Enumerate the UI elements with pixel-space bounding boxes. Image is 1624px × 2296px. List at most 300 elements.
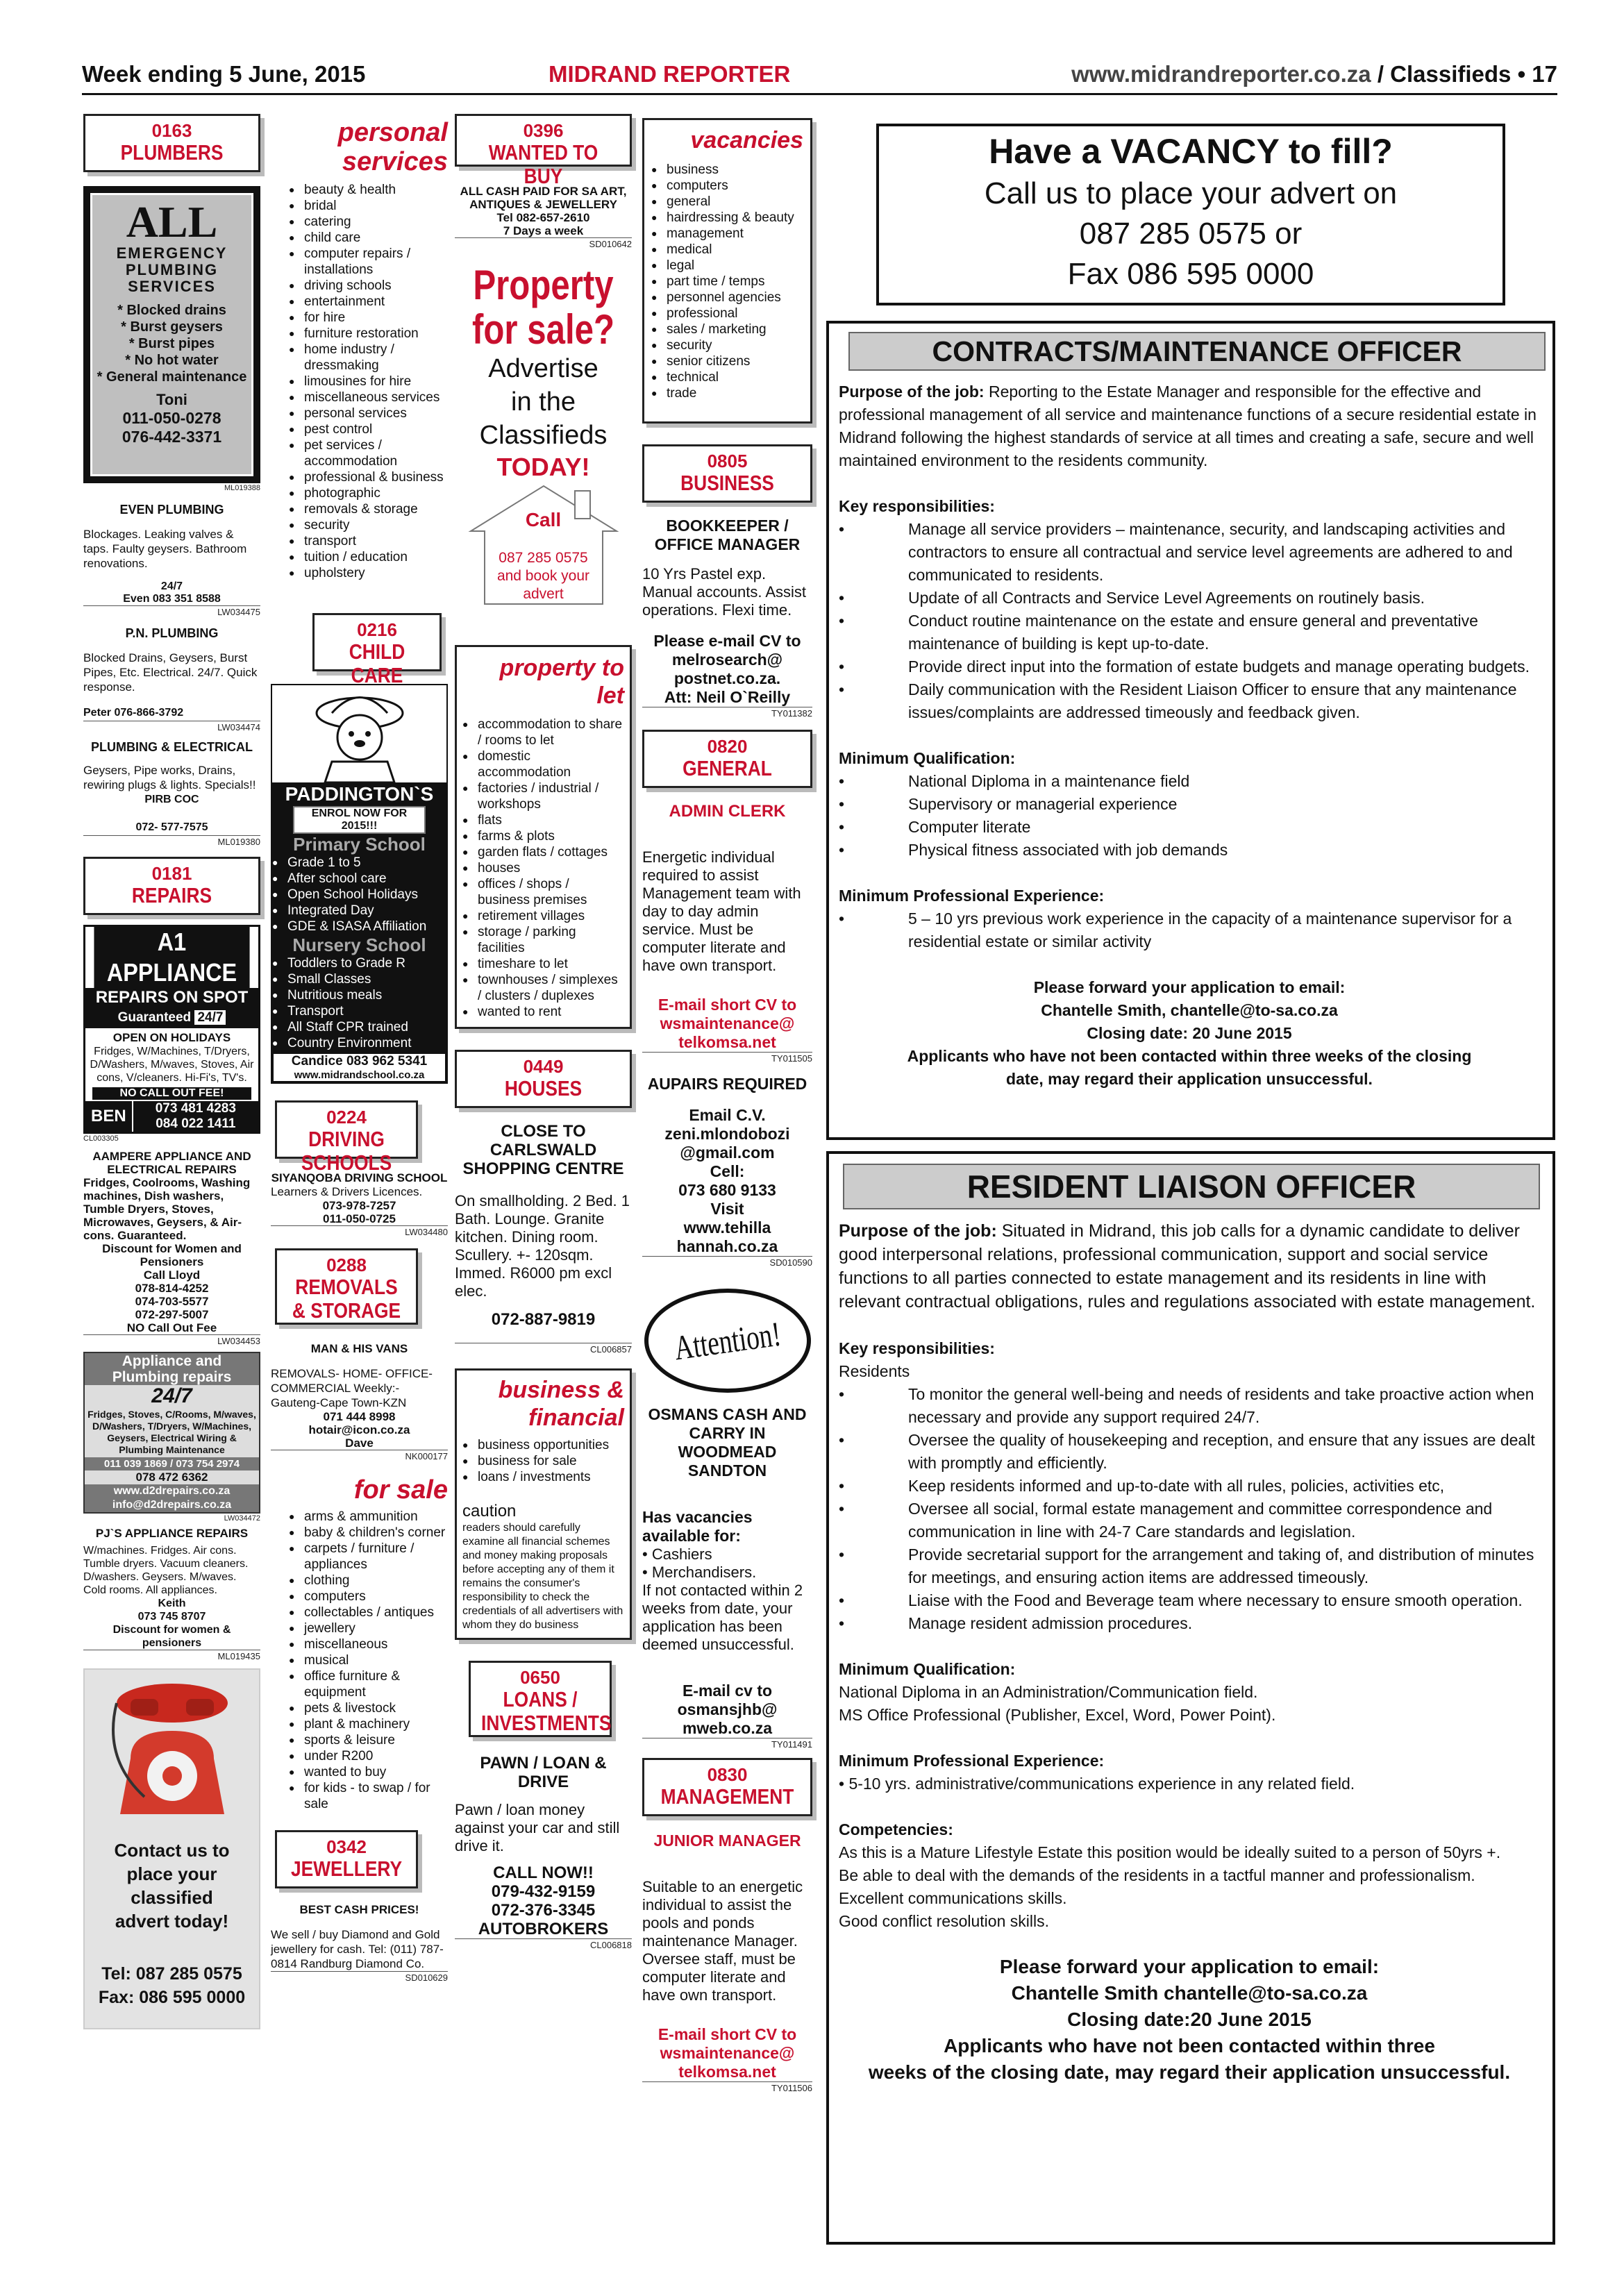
email-link[interactable]: telkomsa.net [678,1033,776,1051]
category-item: ● computers [289,1589,448,1604]
website-link[interactable]: hannah.co.za [676,1237,778,1255]
contact-name: Toni [156,391,187,408]
category-item: ● bridal [289,198,448,214]
ad-title: OSMANS CASH AND CARRY IN WOODMEAD SANDTON [648,1405,807,1480]
property-to-let-list [462,717,624,1020]
ad-code: SD010642 [455,237,632,249]
section-title: MANAGEMENT [660,1784,794,1809]
telephone-icon [103,1675,242,1835]
issue-date: Week ending 5 June, 2015 [82,61,366,87]
category-item: ● storage / parking facilities [462,924,624,956]
vacancies-heading: vacancies [690,127,803,153]
apply-note: Applicants who have not been contacted within three [944,2035,1435,2056]
phone: 072-376-3345 [491,1901,596,1920]
attention-text: Attention! [671,1314,783,1368]
ad-body: Geysers, Pipe works, Drains, rewiring plugs & lights. Specials!! [83,764,256,791]
ad-heading: A1 APPLIANCE [94,927,249,988]
category-item: ● office furniture & equipment [289,1668,448,1700]
contact-name: Dave [345,1436,374,1450]
service-item: * Blocked drains [117,303,226,318]
ad-title: PAWN / LOAN & DRIVE [480,1754,607,1791]
promo-text: Fax 086 595 0000 [1067,257,1314,291]
ad-title: PJ`S APPLIANCE REPAIRS [95,1527,249,1540]
category-item: ● miscellaneous [289,1636,448,1652]
category-item: ● entertainment [289,294,448,310]
section-number: 0163 [151,120,192,141]
promo-text: 087 285 0575 or [1079,217,1303,251]
promo-text: Advertise [488,354,598,383]
list-item: ● Toddlers to Grade R [272,955,446,971]
list-item: ● Open School Holidays [272,887,446,903]
ad-code: TY011506 [642,2081,812,2093]
email-link[interactable]: @gmail.com [680,1143,775,1162]
section-number: 0650 [520,1667,560,1688]
category-item: ● part time / temps [651,274,803,290]
section-title: REMOVALS & STORAGE [292,1275,401,1323]
ad-line: AUTOBROKERS [478,1920,609,1938]
list-item: ● Transport [272,1003,446,1019]
ad-line: Has vacancies available for: [642,1508,753,1545]
ad-code: TY011382 [642,707,812,719]
category-item: ● business opportunities [462,1437,624,1453]
category-item: ● collectables / antiques [289,1604,448,1620]
contact-name: BEN [91,1107,126,1125]
ad-code: LW034474 [83,721,260,732]
category-item: ● general [651,194,803,210]
vacancy-promo [876,124,1505,305]
promo-heading: for sale? [471,306,615,353]
promo-text: advert [523,586,564,602]
category-item: ● factories / industrial / workshops [462,780,624,812]
email-link[interactable]: mweb.co.za [682,1719,773,1737]
email-link[interactable]: telkomsa.net [678,2063,776,2081]
category-item: ● for hire [289,310,448,326]
section-number: 0216 [357,619,397,640]
category-item: ● security [651,337,803,353]
house-graphic [464,483,623,607]
ad-line: 2015!!! [341,820,378,832]
responsibilities-list [839,1383,1540,1635]
category-item: ● carpets / furniture / appliances [289,1541,448,1573]
ad-code: TY011505 [642,1052,812,1064]
ad-title: MAN & HIS VANS [310,1342,408,1355]
section-wanted-to-buy [455,114,632,188]
apply-text: Please forward your application to email: [1033,978,1346,996]
section-title: DRIVING SCHOOLS [301,1127,392,1175]
paddingtons-ad [271,684,448,1084]
ad-code: ML019388 [224,484,260,492]
ad-title: EVEN PLUMBING [119,503,224,517]
qualification-item: • Physical fitness associated with job demands [839,839,1540,862]
ad-body: Energetic individual required to assist Management team with day to day admin service. Must be computer literate and have own transport. [642,848,801,974]
purpose-text: Situated in Midrand, this job calls for a dynamic candidate to deliver good interpersonal relations, professional communication, support and social service functions to all parties connected to estate management and its residents in line with relevant contractual obligations, rules and regulations associated with estate management. [839,1221,1536,1312]
ad-line: • Merchandisers. [642,1564,757,1581]
section-removals [275,1248,418,1325]
section-label: Minimum Professional Experience: [839,1752,1105,1770]
section-driving-schools [275,1100,418,1175]
promo-text: Call us to place your advert on [984,176,1398,210]
ad-code: ML019435 [83,1650,260,1661]
phone: 072-297-5007 [135,1308,209,1321]
email-link[interactable]: melrosearch@ [671,651,783,669]
category-item: ● sports & leisure [289,1732,448,1748]
ad-code: TY011491 [642,1738,812,1750]
ad-code: CL006818 [455,1938,632,1950]
website-link[interactable]: www.tehilla [683,1218,771,1237]
experience-item: • 5 – 10 yrs previous work experience in the capacity of a maintenance supervisor for a residential estate or similar activity [839,907,1540,953]
section-title: JEWELLERY [290,1857,403,1881]
category-item: ● domestic accommodation [462,748,624,780]
category-item: ● legal [651,258,803,274]
responsibility-item: • Manage all service providers – maintenance, security, and landscaping activities and contractors to ensure all contractual and service level agreements are adhered to and communicated to residents. [839,518,1540,587]
section-label: Key responsibilities: [839,1339,995,1357]
column-3 [455,104,632,1950]
ad-service-list [92,302,251,385]
ad-code: LW034475 [83,605,260,617]
list-item: ● GDE & ISASA Affiliation [272,919,446,935]
category-item: ● driving schools [289,278,448,294]
category-item: ● arms & ammunition [289,1509,448,1525]
category-item: ● hairdressing & beauty [651,210,803,226]
ad-line: NO CALL OUT FEE! [92,1087,251,1100]
section-title: GENERAL [683,756,772,780]
phone: 072-887-9819 [491,1310,596,1329]
competency: Be able to deal with the demands of the residents in a tactful manner and professionalism. [839,1866,1475,1884]
email-link[interactable]: wsmaintenance@ [660,2044,795,2062]
phone: 071 444 8998 [323,1410,396,1423]
ad-code: NK000177 [271,1450,448,1461]
paper-name: MIDRAND REPORTER [549,61,791,87]
category-item: ● child care [289,230,448,246]
property-to-let-box [455,645,632,1029]
section-child-care [312,613,442,687]
heading-line: property to [499,655,624,681]
promo-heading: Have a VACANCY to fill? [989,132,1393,171]
category-item: ● trade [651,385,803,401]
heading-line: business & [498,1377,624,1403]
personal-services-heading [271,118,448,176]
ad-title: CLOSE TO CARLSWALD SHOPPING CENTRE [462,1122,624,1178]
category-item: ● pet services / accommodation [289,437,448,469]
responsibilities-list [839,518,1540,724]
email-link[interactable]: wsmaintenance@ [660,1014,795,1032]
qualifications-list [839,770,1540,862]
phone: 076-442-3371 [122,428,222,446]
list-item: ● All Staff CPR trained [272,1019,446,1035]
phone: 084 022 1411 [156,1116,236,1131]
category-item: ● wanted to buy [289,1764,448,1780]
website-link[interactable]: www.midrandschool.co.za [294,1069,425,1081]
responsibility-item: • Conduct routine maintenance on the estate and ensure general and preventative maintenance of building is kept up-to-date. [839,610,1540,655]
business-list [462,1437,624,1485]
email-link[interactable]: info@d2drepairs.co.za [85,1498,259,1512]
vacancies-list [651,162,803,401]
phone: 011-050-0278 [122,409,221,427]
category-item: ● plant & machinery [289,1716,448,1732]
ad-line: ENROL NOW FOR [311,807,408,819]
email-link[interactable]: osmansjhb@ [677,1700,778,1718]
contact-text: advert today! [115,1911,229,1932]
ad-line: Cell: [710,1162,745,1180]
section-general [642,730,812,788]
ad-code: LW034472 [224,1514,260,1523]
nursery-list [272,955,446,1051]
ad-line: OPEN ON HOLIDAYS [112,1031,231,1044]
promo-call: Call [525,509,562,530]
apply-note: weeks of the closing date, may regard their application unsuccessful. [868,2061,1511,2083]
ad-code: LW034453 [83,1334,260,1346]
section-title: HOUSES [504,1076,583,1100]
ad-code: CL006857 [455,1343,632,1355]
category-item: ● management [651,226,803,242]
category-item: ● miscellaneous services [289,389,448,405]
ad-body: Fridges, Coolrooms, Washing machines, Dish washers, Tumble Dryers, Stoves, Microwaves, Geysers, & Air-cons. Guaranteed. [83,1176,251,1242]
ad-subheading: 24/7 [151,1384,192,1407]
section-number: 0181 [151,863,192,884]
phone: Tel 082-657-2610 [496,211,590,224]
email-link[interactable]: hotair@icon.co.za [308,1423,410,1436]
phone: 078 472 6362 [135,1470,208,1484]
list-item: ● Country Environment [272,1035,446,1051]
fax: Fax: 086 595 0000 [98,1988,246,2007]
contact-text: classified [131,1887,213,1908]
responsibility-item: • Provide secretarial support for the arrangement and taking of, and distribution of minutes for meetings, and ensuring action items are addressed timeously. [839,1543,1540,1589]
ad-title: AUPAIRS REQUIRED [647,1075,807,1093]
ad-title: AAMPERE APPLIANCE AND ELECTRICAL REPAIRS [92,1150,251,1176]
purpose-label: Purpose of the job: [839,1221,997,1241]
phone: Candice 083 962 5341 [291,1054,428,1069]
ad-subheading: Nursery School [292,935,426,955]
section-title: BUSINESS [680,471,774,495]
job-title: CONTRACTS/MAINTENANCE OFFICER [848,332,1546,371]
category-item: ● offices / shops / business premises [462,876,624,908]
phone: 087 285 0575 [499,550,588,566]
phone: Tel: 087 285 0575 [101,1964,242,1984]
for-sale-heading: for sale [353,1475,448,1505]
phone: Peter 076-866-3792 [83,707,184,719]
category-item: ● for kids - to swap / for sale [289,1780,448,1812]
category-item: ● medical [651,242,803,258]
qualification-item: • National Diploma in a maintenance field [839,770,1540,793]
ad-code: SD010590 [642,1256,812,1268]
competency: Excellent communications skills. [839,1889,1067,1907]
email-link[interactable]: postnet.co.za. [673,669,781,687]
responsibility-item: • Keep residents informed and up-to-date with all rules, policies, activities etc, [839,1475,1540,1498]
promo-heading: Property [473,262,614,308]
list-item: ● After school care [272,871,446,887]
responsibility-item: • To monitor the general well-being and needs of residents and take proactive action when necessary and provide any support required 24/7. [839,1383,1540,1429]
category-item: ● personnel agencies [651,290,803,305]
ad-line: 7 Days a week [503,224,584,237]
column-2 [271,104,448,1983]
ad-title: BEST CASH PRICES! [299,1903,419,1916]
ad-heading: ALL [126,197,218,246]
ad-line: E-mail cv to [682,1682,773,1700]
ad-subheading: EMERGENCY PLUMBING SERVICES [116,244,228,295]
category-item: ● limousines for hire [289,374,448,389]
category-item: ● baby & children's corner [289,1525,448,1541]
caution-title: caution [462,1502,517,1520]
section-label: Minimum Qualification: [839,749,1016,767]
phone: 073-978-7257 [322,1199,396,1212]
column-4 [642,104,812,2093]
section-label: Minimum Qualification: [839,1660,1016,1678]
purpose-label: Purpose of the job: [839,383,985,401]
service-item: * General maintenance [97,369,247,385]
category-item: ● wanted to rent [462,1004,624,1020]
ad-heading: Plumbing repairs [85,1369,259,1385]
category-item: ● houses [462,860,624,876]
category-item: ● home industry / dressmaking [289,342,448,374]
service-item: * No hot water [125,353,219,368]
ad-line: Discount for women & pensioners [112,1624,231,1649]
category-item: ● musical [289,1652,448,1668]
ad-subheading: Primary School [293,834,426,855]
section-title: PLUMBERS [120,140,224,165]
qualification: MS Office Professional (Publisher, Excel, Word, Power Point). [839,1706,1276,1724]
ad-body: ALL CASH PAID FOR SA ART, ANTIQUES & JEWELLERY [460,185,627,211]
ad-subheading: REPAIRS ON SPOT [85,988,258,1007]
ad-code: SD010629 [271,1971,448,1983]
heading-line: services [342,147,448,176]
phone: 073 481 4283 [155,1101,236,1116]
contact-us-panel [83,1668,260,2029]
category-item: ● computer repairs / installations [289,246,448,278]
list-item: ● Integrated Day [272,903,446,919]
category-item: ● tuition / education [289,549,448,565]
category-item: ● accommodation to share / rooms to let [462,717,624,748]
category-item: ● loans / investments [462,1469,624,1485]
category-item: ● technical [651,369,803,385]
section-title: LOANS / INVESTMENTS [481,1687,612,1735]
category-item: ● professional [651,305,803,321]
ad-title: BOOKKEEPER / OFFICE MANAGER [654,517,801,553]
category-item: ● computers [651,178,803,194]
bear-icon [304,685,415,782]
section-title: CHILD CARE [349,639,405,687]
list-item: ● Grade 1 to 5 [272,855,446,871]
apply-note: Applicants who have not been contacted within three weeks of the closing date, may regard their application unsuccessful. [907,1047,1472,1088]
ad-title: P.N. PLUMBING [125,626,219,640]
competency: Good conflict resolution skills. [839,1912,1049,1930]
website-link[interactable]: www.d2drepairs.co.za [85,1484,259,1498]
category-item: ● security [289,517,448,533]
section-number: 0805 [707,451,748,471]
promo-text: and book your [496,568,590,584]
phone: 072- 577-7575 [135,821,208,833]
ad-line: Visit [710,1200,744,1218]
phone: 078-814-4252 [135,1282,209,1295]
promo-text: in the [511,387,576,417]
category-item: ● clothing [289,1573,448,1589]
email-link[interactable]: zeni.mlondobozi [664,1125,790,1143]
section-title: WANTED TO BUY [488,140,598,188]
ad-title: PLUMBING & ELECTRICAL [91,740,253,754]
closing-date: Closing date:20 June 2015 [1067,2009,1312,2030]
apply-email[interactable]: Chantelle Smith, chantelle@to-sa.co.za [1041,1001,1338,1019]
category-item: ● senior citizens [651,353,803,369]
experience: • 5-10 yrs. administrative/communications experience in any related field. [839,1775,1355,1793]
service-item: * Burst pipes [128,336,215,351]
category-item: ● beauty & health [289,182,448,198]
category-item: ● business [651,162,803,178]
contact-name: Keith [158,1598,186,1609]
phone: 074-703-5577 [135,1295,209,1308]
attention-badge [644,1289,811,1393]
qualification-item: • Computer literate [839,816,1540,839]
page-info [1071,61,1557,87]
subsection-label: Residents [839,1362,910,1380]
category-item: ● upholstery [289,565,448,581]
primary-list [272,855,446,935]
responsibility-item: • Oversee all social, formal estate management and committee correspondence and communication in line with 24-7 Care standards and legislation. [839,1498,1540,1543]
section-title: REPAIRS [131,883,212,907]
category-item: ● removals & storage [289,501,448,517]
section-houses [455,1050,632,1108]
ad-line: CALL NOW!! [493,1863,594,1882]
list-item: ● Nutritious meals [272,987,446,1003]
ad-code: LW034480 [271,1225,448,1237]
section-plumbers [83,114,260,172]
section-number: 0830 [707,1764,748,1785]
ad-title: ADMIN CLERK [669,802,786,821]
category-item: ● transport [289,533,448,549]
section-number: 0342 [326,1836,367,1857]
heading-line: personal [337,118,448,147]
category-item: ● garden flats / cottages [462,844,624,860]
apply-text: Please forward your application to email: [999,1956,1380,1977]
responsibility-item: • Manage resident admission procedures. [839,1612,1540,1635]
ad-body: Suitable to an energetic individual to assist the pools and ponds maintenance Manager. Oversee staff, must be computer literate and have own transport. [642,1878,803,2004]
qualification-item: • Supervisory or managerial experience [839,793,1540,816]
heading-line: financial [528,1405,624,1431]
section-loans [469,1661,612,1737]
phone: 079-432-9159 [491,1882,596,1901]
ad-body: Fridges, W/Machines, T/Dryers, D/Washers, M/waves, Stoves, Air cons, V/cleaners. Hi-Fi's, TV's. [90,1046,254,1084]
section-page: / Classifieds • 17 [1377,61,1557,87]
category-item: ● sales / marketing [651,321,803,337]
header-rule [82,93,1557,95]
responsibility-item: • Oversee the quality of housekeeping and reception, and ensure that any issues are dealt with promptly and efficiently. [839,1429,1540,1475]
ad-body: Learners & Drivers Licences. [271,1185,423,1198]
site-url[interactable]: www.midrandreporter.co.za [1071,61,1371,87]
purpose-text: Reporting to the Estate Manager and responsible for the effective and professional management of all service and maintenance functions of a secure residential estate in Midrand following the highest standards of service at all times and creating a safe, secure and well maintained environment to the residents community. [839,383,1537,469]
section-management [642,1758,812,1816]
section-number: 0224 [326,1107,367,1128]
ad-line: NO Call Out Fee [126,1321,217,1334]
category-item: ● professional & business [289,469,448,485]
competency: As this is a Mature Lifestyle Estate this position would be ideally suited to a person of 50yrs +. [839,1843,1501,1861]
ad-line: • Cashiers [642,1545,712,1563]
category-item: ● business for sale [462,1453,624,1469]
section-jewellery [275,1830,418,1888]
ad-line: 24/7 [160,580,183,592]
phone: 073 680 9133 [678,1181,776,1199]
qualification: National Diploma in an Administration/Communication field. [839,1683,1258,1701]
category-item: ● townhouses / simplexes / clusters / duplexes [462,972,624,1004]
apply-email[interactable]: Chantelle Smith chantelle@to-sa.co.za [1011,1982,1368,2004]
phone: 011 039 1869 / 073 754 2974 [85,1457,259,1470]
contact-text: place your [126,1863,217,1884]
section-number: 0820 [707,736,748,757]
category-item: ● catering [289,214,448,230]
ad-body: We sell / buy Diamond and Gold jewellery for cash. Tel: (011) 787-0814 Randburg Diamond Co. [271,1928,444,1970]
badge: 24/7 [194,1010,226,1025]
ad-line: Discount for Women and Pensioners [102,1242,242,1268]
property-for-sale-promo [455,263,632,607]
category-item: ● pest control [289,421,448,437]
vacancies-box [642,118,812,424]
